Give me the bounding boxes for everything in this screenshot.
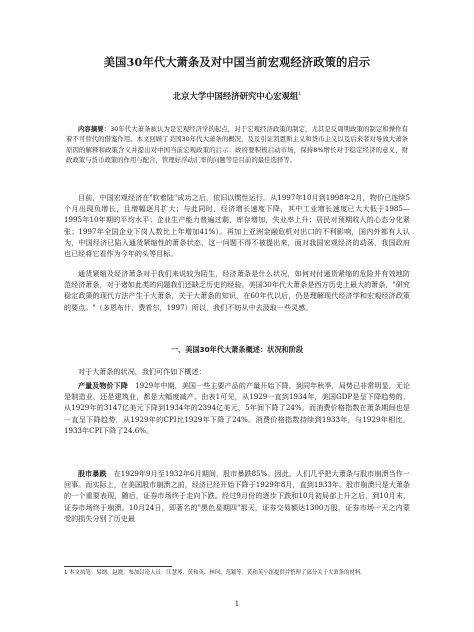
subsection-paragraph <box>64 380 410 436</box>
footnote-divider <box>64 566 172 567</box>
abstract <box>66 124 408 166</box>
body-paragraph: 目前，中国宏观经济在"软着陆"成功之后，依旧以惯性运行。从1997年10月到1998年2月，物价已连续5个月出现负增长，且增幅逐月扩大；与此同时，经济增长速度下降，其中工业增长速度已大大低于1985—1995年10年期的平均水平；企业生产能力普遍过剩，库存增加，失业率上升；居民对预期收入的心态分化紧张；1997年全国企业下岗人数比上年增加41%）。再加上亚洲金融危机对出口的不利影响，国内外都有人认为，中国经济已陷入通货紧缩性的萧条状态，这一问题不得不被提出来，面对我国宏观经济的动荡，我国政府也已经将它看作为今年的头等目标。 <box>64 193 410 259</box>
author-footnote-mark: 1 <box>298 91 302 98</box>
body-paragraph: 通货紧缩及经济萧条对于我们来说较为陌生，经济萧条是什么状况，如何对付通货紧缩的危险并有效地防范经济萧条，对于诸如此类的问题我们还缺乏历史的经验。美国30年代大萧条是西方历史上最大的萧条，"研究稳定政策的现代方法产生于大萧条，关于大萧条的知识，在60年代以后，仍是理解现代经济学和宏观经济政策的要点。"（多恩布什、费希尔，1997）所以，我们不妨从中去汲取一些灵感。 <box>64 269 410 312</box>
section-intro: 对于大萧条的状况，我们可作如下概述： <box>78 367 206 376</box>
subsection-heading: 股市暴跌 <box>78 469 107 478</box>
author-name: 北京大学中国经济研究中心宏观组 <box>172 91 299 101</box>
author-line <box>0 90 474 102</box>
abstract-label: 内容摘要： <box>78 125 111 133</box>
subsection-heading: 产量及物价下降 <box>78 381 128 390</box>
document-title: 美国30年代大萧条及对中国当前宏观经济政策的启示 <box>103 55 371 69</box>
section-heading: 一、美国30年代大萧条概述：状况和阶段 <box>170 345 304 354</box>
subsection-text: 在1929年9月至1932年6月期间，股市暴跌85%。因此，人们几乎把大萧条与股市崩溃当作一回事。而实际上，在美国股市崩溃之前，经济已经开始下降于1929年8月，直到1933年。股市崩溃只是大萧条的一个重要表现，随后，证券市场终于走向下跌。经过9月份的逐步下跌和10月初局部上升之后，到10月末，证券市场终于崩溃。10月24日，即著名的"黑色星期四"那天，证券交易额达1300万股，证券市场一天之内蒙受的损失分别了历史最 <box>64 469 411 523</box>
page-number: 1 <box>234 600 240 608</box>
subsection-paragraph <box>64 468 410 524</box>
footnote: 1 本文执笔：易纲、赵晓。参加讨论人员：江慧琴、黄和英、林珂、范颖等。黄和英小组提供并整理了部分关于大萧条的材料。 <box>64 570 366 576</box>
subsection-text: 1929年中期，美国一些主要产品的产量开始下降。到同年秋季，局势已非常明显，无论是制造业，还是建筑业，都是大幅度减产。由表1可见，从1929一直到1934年，美国GDP是呈下降趋势的，从1929年的3147亿美元下降到1934年的2394亿美元，5年间下降了24%。而消费价格指数在萧条期间也是一直呈下降趋势，从1929年的CPI比1929年下降了24%。消费价格指数持续到1933年，与1929年相比，1933年CPI下降了24.6%。 <box>64 381 411 435</box>
abstract-text: 30年代大萧条被认为是宏观经济学的起点，对于宏观经济政策的制定，尤其是反周期政策的制定和操作有着不可替代的借鉴作用。本文回顾了美国30年代大萧条的概况，及及引证凯恩斯主义和货币主义以及后来者对导致大萧条原因的解释和政策含义并提出对中国当前宏观政策的启示：政府要积极启动市场，保持8%增长对于稳定经济的意义，财政政策与货币政策的作用与配合，管理好浮动汇率的问题等是目前的最佳选择等。 <box>66 125 408 165</box>
